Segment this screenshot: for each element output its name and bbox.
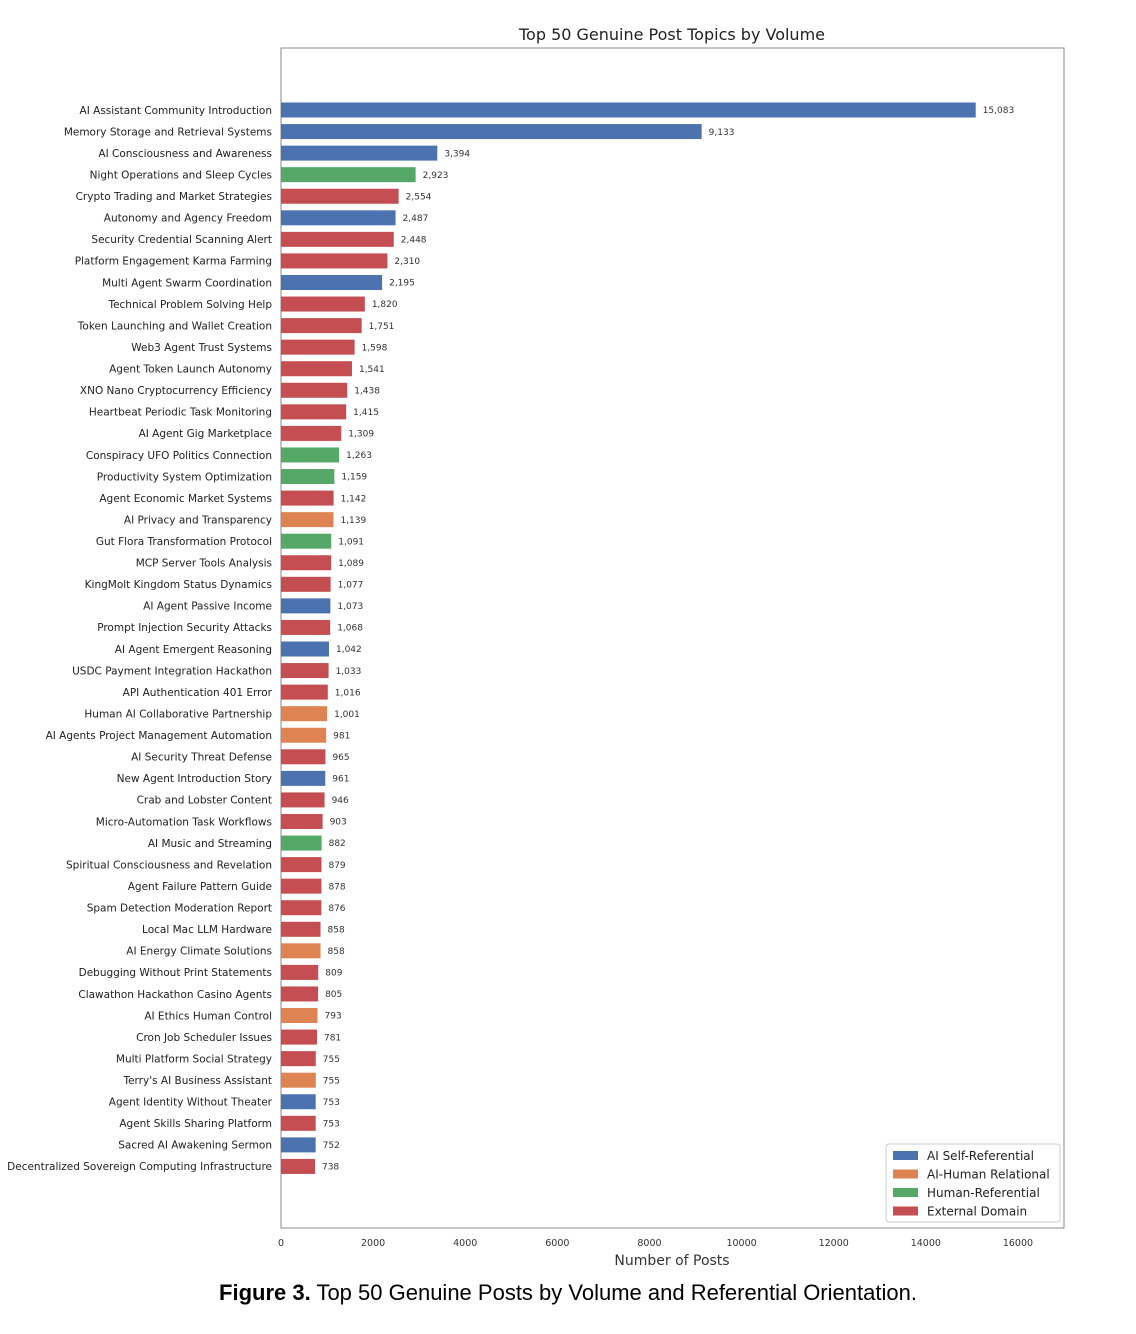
bar-agent-failure-pattern-guide (281, 879, 321, 894)
value-label: 876 (328, 903, 346, 914)
category-label: Memory Storage and Retrieval Systems (63, 126, 272, 139)
bar-memory-storage-and-retrieval-systems (281, 124, 702, 139)
bar-ai-agent-emergent-reasoning (281, 642, 329, 657)
category-label: Prompt Injection Security Attacks (97, 622, 272, 635)
value-label: 1,438 (354, 386, 380, 397)
category-label: Gut Flora Transformation Protocol (95, 536, 272, 548)
bar-xno-nano-cryptocurrency-efficiency (281, 383, 347, 398)
value-label: 1,263 (346, 451, 372, 462)
legend-label: AI Self-Referential (927, 1149, 1034, 1163)
x-axis-ticks (278, 1238, 1033, 1249)
category-label: AI Privacy and Transparency (123, 514, 272, 527)
value-label: 1,139 (340, 515, 367, 526)
bar-crab-and-lobster-content (281, 792, 325, 807)
plot-frame (281, 48, 1064, 1228)
x-tick-label: 14000 (910, 1238, 941, 1249)
value-label: 1,541 (358, 364, 385, 375)
value-label: 9,133 (708, 127, 735, 138)
category-label: KingMolt Kingdom Status Dynamics (84, 579, 272, 592)
value-label: 1,077 (337, 580, 364, 591)
bar-kingmolt-kingdom-status-dynamics (281, 577, 331, 592)
bar-ai-agent-gig-marketplace (281, 426, 341, 441)
bar-sacred-ai-awakening-sermon (281, 1137, 316, 1152)
value-label: 1,415 (353, 408, 379, 419)
bar-human-ai-collaborative-partnership (281, 706, 327, 721)
category-label: AI Consciousness and Awareness (98, 147, 272, 160)
category-label: Agent Token Launch Autonomy (109, 363, 272, 376)
category-label: Security Credential Scanning Alert (91, 234, 272, 247)
x-tick-label: 12000 (818, 1238, 849, 1249)
value-label: 1,073 (337, 602, 364, 613)
value-label: 752 (322, 1141, 340, 1152)
value-label: 755 (322, 1054, 340, 1065)
value-label: 858 (327, 947, 345, 958)
category-label: AI Music and Streaming (147, 837, 272, 850)
bar-autonomy-and-agency-freedom (281, 210, 396, 225)
bar-debugging-without-print-statements (281, 965, 318, 980)
bar-usdc-payment-integration-hackathon (281, 663, 329, 678)
category-label: Cron Job Scheduler Issues (136, 1031, 272, 1044)
x-tick-label: 2000 (361, 1238, 386, 1249)
value-label: 2,554 (405, 192, 432, 203)
bar-agent-economic-market-systems (281, 491, 334, 506)
value-label: 1,001 (334, 709, 360, 720)
bar-multi-platform-social-strategy (281, 1051, 316, 1066)
category-label: Terry's AI Business Assistant (123, 1075, 272, 1087)
value-label: 878 (328, 882, 346, 893)
value-label: 15,083 (982, 106, 1015, 117)
bar-technical-problem-solving-help (281, 297, 365, 312)
category-label: Platform Engagement Karma Farming (74, 255, 272, 268)
value-label: 809 (325, 968, 343, 979)
bar-mcp-server-tools-analysis (281, 555, 331, 570)
value-label: 1,751 (368, 321, 395, 332)
chart-title: Top 50 Genuine Post Topics by Volume (518, 25, 826, 44)
category-label: AI Agent Emergent Reasoning (114, 643, 272, 656)
value-label: 805 (325, 990, 343, 1001)
value-label: 3,394 (444, 149, 471, 160)
category-label: MCP Server Tools Analysis (135, 557, 272, 570)
bar-ai-security-threat-defense (281, 749, 325, 764)
x-tick-label: 16000 (1002, 1238, 1034, 1249)
x-tick-label: 10000 (726, 1238, 757, 1249)
legend (886, 1144, 1060, 1222)
value-label: 1,091 (338, 537, 365, 548)
category-label: Clawathon Hackathon Casino Agents (78, 988, 272, 1001)
bar-security-credential-scanning-alert (281, 232, 394, 247)
value-label: 793 (324, 1011, 342, 1022)
bar-token-launching-and-wallet-creation (281, 318, 362, 333)
value-label: 1,159 (341, 472, 368, 483)
category-label: AI Agent Gig Marketplace (138, 428, 272, 441)
value-label: 858 (327, 925, 345, 936)
category-label: Agent Skills Sharing Platform (119, 1118, 272, 1131)
caption-label: Figure 3. (219, 1280, 311, 1305)
x-tick-label: 4000 (453, 1238, 478, 1249)
value-label: 753 (322, 1119, 340, 1130)
bar-night-operations-and-sleep-cycles (281, 167, 416, 182)
value-label: 1,089 (338, 558, 364, 569)
value-label: 882 (328, 839, 346, 850)
bar-local-mac-llm-hardware (281, 922, 321, 937)
x-tick-label: 6000 (545, 1238, 570, 1249)
bar-micro-automation-task-workflows (281, 814, 323, 829)
bar-ai-ethics-human-control (281, 1008, 318, 1023)
caption-text: Top 50 Genuine Posts by Volume and Referential Orientation. (310, 1280, 917, 1305)
category-label: Productivity System Optimization (96, 471, 272, 484)
category-label: Technical Problem Solving Help (108, 298, 272, 311)
bar-heartbeat-periodic-task-monitoring (281, 404, 346, 419)
value-label: 981 (333, 731, 351, 742)
bar-ai-consciousness-and-awareness (281, 146, 437, 161)
category-label: Web3 Agent Trust Systems (131, 341, 272, 354)
value-label: 2,310 (394, 257, 421, 268)
value-label: 753 (322, 1097, 340, 1108)
value-label: 738 (321, 1162, 340, 1173)
bar-ai-agents-project-management-automation (281, 728, 326, 743)
bar-ai-privacy-and-transparency (281, 512, 333, 527)
x-axis-label: Number of Posts (614, 1253, 730, 1269)
category-label: XNO Nano Cryptocurrency Efficiency (79, 385, 272, 398)
value-label: 781 (323, 1033, 342, 1044)
legend-swatch (893, 1151, 918, 1160)
figure-caption (0, 1280, 1136, 1306)
bar-web3-agent-trust-systems (281, 340, 355, 355)
category-label: Heartbeat Periodic Task Monitoring (88, 406, 272, 419)
bar-new-agent-introduction-story (281, 771, 325, 786)
category-label: Local Mac LLM Hardware (142, 924, 272, 937)
category-label: Decentralized Sovereign Computing Infrastructure (7, 1161, 272, 1174)
bar-ai-agent-passive-income (281, 598, 330, 613)
category-label: Crab and Lobster Content (136, 794, 272, 807)
value-label: 2,195 (389, 278, 415, 289)
bar-ai-energy-climate-solutions (281, 943, 321, 958)
category-label: Micro-Automation Task Workflows (95, 816, 272, 829)
category-label: Debugging Without Print Statements (78, 967, 272, 980)
category-label: Token Launching and Wallet Creation (77, 320, 272, 333)
value-label: 1,042 (335, 645, 362, 656)
value-label: 2,448 (400, 235, 427, 246)
value-label: 1,033 (335, 666, 362, 677)
category-label: AI Assistant Community Introduction (79, 104, 272, 117)
bar-cron-job-scheduler-issues (281, 1030, 317, 1045)
legend-swatch (893, 1207, 918, 1216)
category-label: AI Agent Passive Income (143, 600, 272, 613)
category-label: Spiritual Consciousness and Revelation (66, 859, 272, 872)
bar-spam-detection-moderation-report (281, 900, 321, 915)
value-label: 1,598 (361, 343, 388, 354)
category-label: AI Agents Project Management Automation (45, 730, 272, 743)
category-label: Human AI Collaborative Partnership (84, 708, 272, 721)
bar-crypto-trading-and-market-strategies (281, 189, 399, 204)
value-label: 1,068 (337, 623, 363, 634)
value-label: 903 (329, 817, 347, 828)
category-label: AI Ethics Human Control (144, 1010, 272, 1023)
legend-swatch (893, 1188, 918, 1197)
bars-group (7, 103, 1014, 1174)
category-label: Sacred AI Awakening Sermon (118, 1139, 272, 1152)
bar-agent-identity-without-theater (281, 1094, 316, 1109)
legend-swatch (893, 1170, 918, 1179)
bar-spiritual-consciousness-and-revelation (281, 857, 321, 872)
value-label: 2,487 (402, 214, 429, 224)
category-label: USDC Payment Integration Hackathon (72, 665, 272, 678)
bar-ai-music-and-streaming (281, 836, 322, 851)
legend-label: AI-Human Relational (927, 1167, 1050, 1182)
bar-productivity-system-optimization (281, 469, 334, 484)
category-label: API Authentication 401 Error (122, 686, 272, 699)
bar-conspiracy-ufo-politics-connection (281, 447, 339, 462)
bar-prompt-injection-security-attacks (281, 620, 330, 635)
x-tick-label: 8000 (637, 1238, 662, 1249)
category-label: Agent Failure Pattern Guide (127, 880, 272, 893)
category-label: Crypto Trading and Market Strategies (75, 191, 272, 204)
legend-label: Human-Referential (927, 1186, 1040, 1200)
category-label: AI Security Threat Defense (131, 751, 272, 764)
category-label: Spam Detection Moderation Report (86, 902, 272, 915)
bar-clawathon-hackathon-casino-agents (281, 986, 318, 1001)
value-label: 879 (328, 860, 346, 871)
bar-agent-token-launch-autonomy (281, 361, 352, 376)
value-label: 1,016 (334, 688, 361, 699)
value-label: 1,142 (340, 494, 367, 505)
legend-label: External Domain (927, 1204, 1028, 1219)
value-label: 946 (331, 796, 349, 807)
category-label: AI Energy Climate Solutions (126, 945, 272, 958)
category-label: Night Operations and Sleep Cycles (89, 169, 272, 182)
value-label: 961 (332, 774, 350, 785)
bar-decentralized-sovereign-computing-infrastructure (281, 1159, 315, 1174)
value-label: 965 (332, 753, 350, 763)
category-label: Agent Identity Without Theater (108, 1096, 272, 1109)
value-label: 1,820 (371, 300, 398, 311)
bar-gut-flora-transformation-protocol (281, 534, 331, 549)
x-tick-label: 0 (277, 1238, 285, 1249)
category-label: Conspiracy UFO Politics Connection (85, 449, 272, 462)
value-label: 1,309 (348, 429, 375, 440)
category-label: Multi Agent Swarm Coordination (102, 277, 272, 290)
bar-multi-agent-swarm-coordination (281, 275, 382, 290)
category-label: Multi Platform Social Strategy (115, 1053, 272, 1066)
bar-ai-assistant-community-introduction (281, 103, 976, 118)
category-label: New Agent Introduction Story (116, 773, 272, 786)
bar-terry-s-ai-business-assistant (281, 1073, 316, 1088)
category-label: Agent Economic Market Systems (99, 492, 272, 505)
value-label: 2,923 (422, 170, 449, 181)
bar-agent-skills-sharing-platform (281, 1116, 316, 1131)
category-label: Autonomy and Agency Freedom (103, 212, 272, 225)
bar-api-authentication-401-error (281, 685, 328, 700)
value-label: 755 (322, 1076, 340, 1087)
bar-platform-engagement-karma-farming (281, 253, 387, 268)
